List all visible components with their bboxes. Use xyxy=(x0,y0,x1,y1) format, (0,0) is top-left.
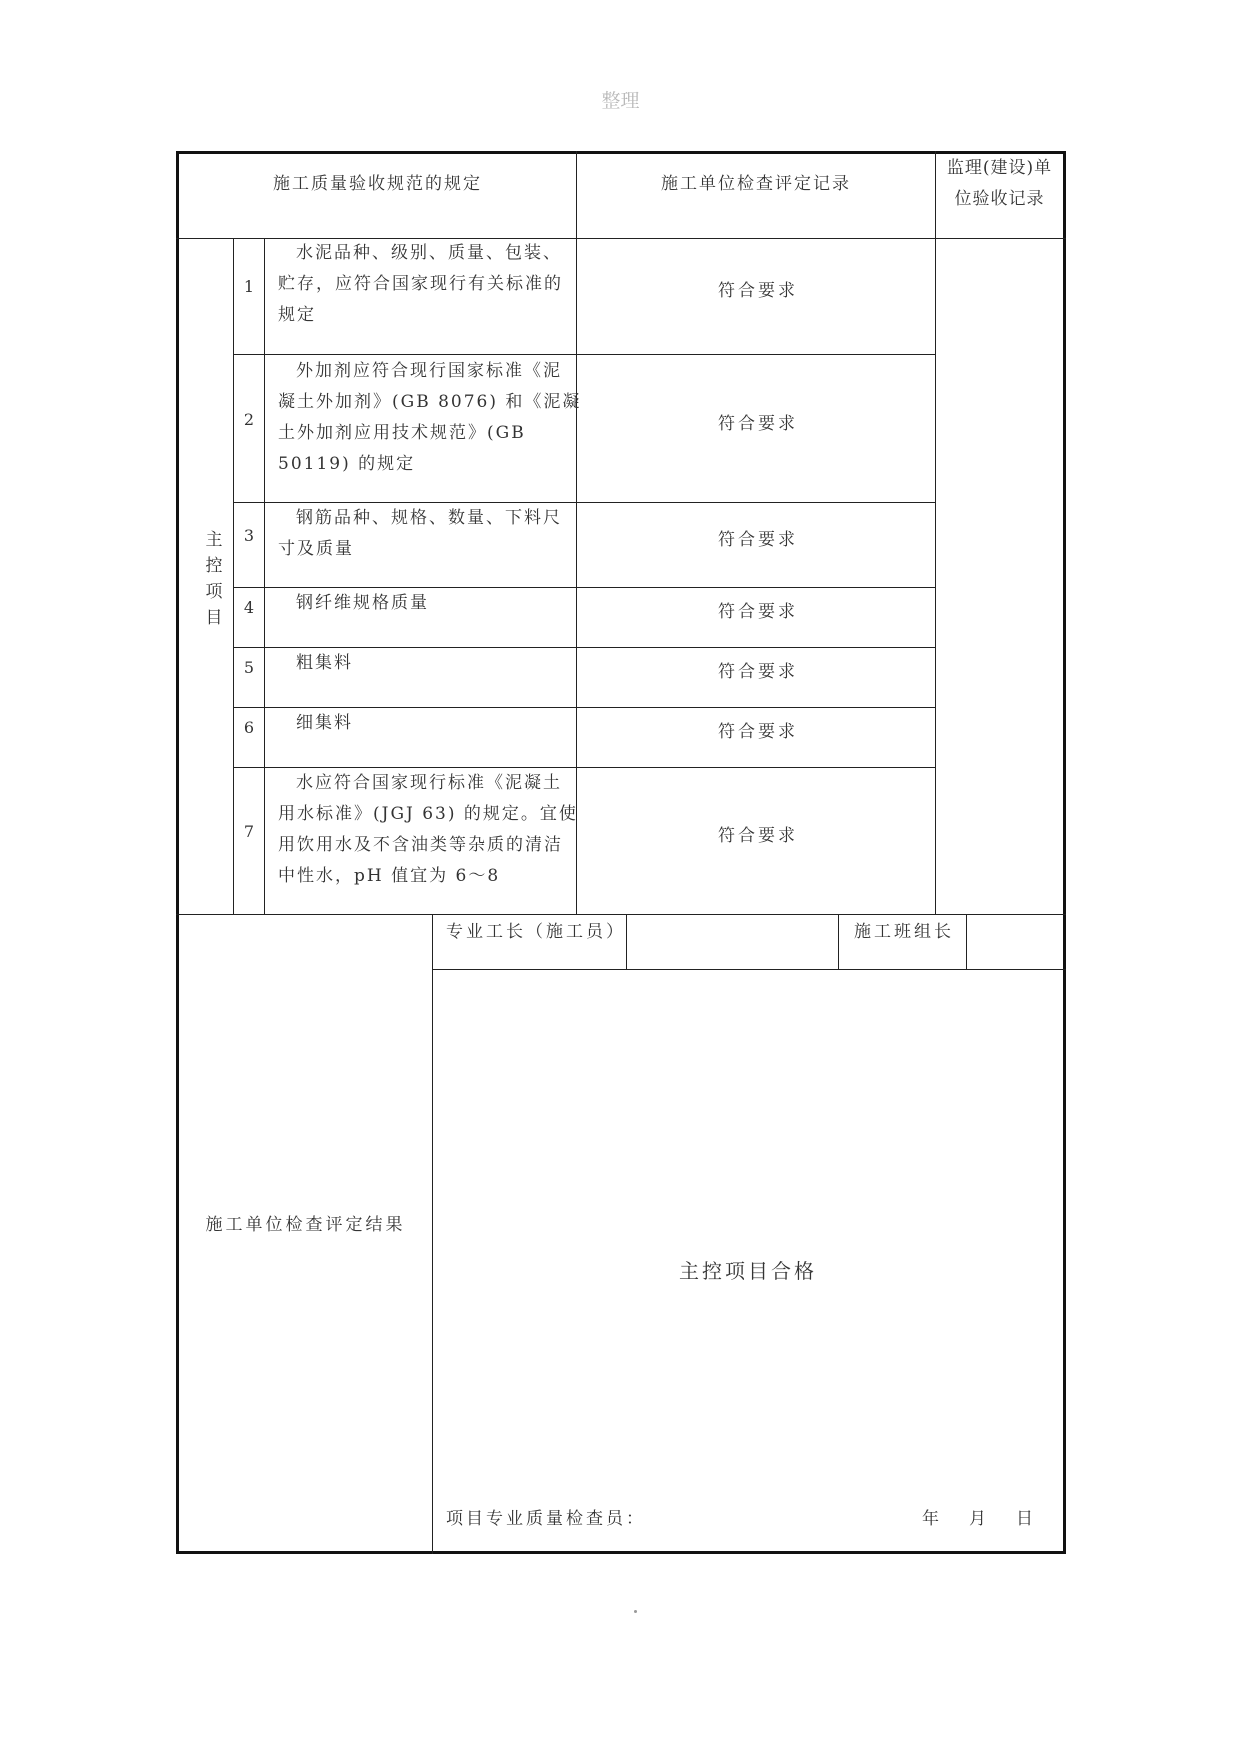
team-leader-label: 施工班组长 xyxy=(854,922,954,942)
spec-line: 规定 xyxy=(278,305,316,325)
row-number: 3 xyxy=(243,526,255,545)
spec-line: 细集料 xyxy=(296,713,353,733)
spec-line: 外加剂应符合现行国家标准《泥 xyxy=(296,361,562,381)
main-items-bottom-rule xyxy=(176,914,1066,915)
date-day: 日 xyxy=(1016,1509,1035,1529)
spec-line: 粗集料 xyxy=(296,653,353,673)
spec-line: 用水标准》(JGJ 63) 的规定。宜使 xyxy=(278,804,578,824)
signature-row-rule xyxy=(432,969,1066,970)
record-cell: 符合要求 xyxy=(718,414,798,434)
result-label-divider xyxy=(432,914,433,1554)
spec-line: 土外加剂应用技术规范》(GB xyxy=(278,423,526,443)
spec-line: 水应符合国家现行标准《泥凝土 xyxy=(296,773,562,793)
row-number: 4 xyxy=(243,598,255,617)
spec-line: 中性水，pH 值宜为 6～8 xyxy=(278,866,501,886)
row-number: 5 xyxy=(243,658,255,677)
spec-line: 贮存，应符合国家现行有关标准的 xyxy=(278,274,563,294)
record-cell: 符合要求 xyxy=(718,722,798,742)
spec-line: 钢纤维规格质量 xyxy=(296,593,429,613)
number-col-divider xyxy=(264,238,265,914)
row-number: 2 xyxy=(243,410,255,429)
record-cell: 符合要求 xyxy=(718,281,798,301)
result-label: 施工单位检查评定结果 xyxy=(205,1215,406,1235)
spec-line: 用饮用水及不含油类等杂质的清洁 xyxy=(278,835,563,855)
record-cell: 符合要求 xyxy=(718,826,798,846)
header-record: 施工单位检查评定记录 xyxy=(661,174,851,194)
category-label: 主控项目 xyxy=(205,530,223,628)
record-cell: 符合要求 xyxy=(718,662,798,682)
team-leader-value-divider xyxy=(966,914,967,969)
foreman-value-divider xyxy=(626,914,627,969)
spec-line: 水泥品种、级别、质量、包装、 xyxy=(296,243,562,263)
conclusion-text: 主控项目合格 xyxy=(679,1259,817,1283)
page-header: 整理 xyxy=(601,90,640,112)
category-col-divider xyxy=(233,238,234,914)
header-supervisor-line1: 监理(建设)单 xyxy=(946,158,1053,178)
spec-line: 50119) 的规定 xyxy=(278,454,416,474)
row-number: 6 xyxy=(243,718,255,737)
record-cell: 符合要求 xyxy=(718,530,798,550)
spec-line: 钢筋品种、规格、数量、下料尺 xyxy=(296,508,562,528)
header-spec: 施工质量验收规范的规定 xyxy=(273,174,482,194)
spec-line: 寸及质量 xyxy=(278,539,354,559)
date-year: 年 xyxy=(922,1509,941,1529)
header-supervisor-line2: 位验收记录 xyxy=(954,189,1045,209)
row-number: 7 xyxy=(243,822,255,841)
footer-dot xyxy=(634,1610,637,1613)
row-number: 1 xyxy=(243,277,255,296)
record-cell: 符合要求 xyxy=(718,602,798,622)
spec-line: 凝土外加剂》(GB 8076) 和《泥凝 xyxy=(278,392,582,412)
inspector-label: 项目专业质量检查员： xyxy=(446,1509,646,1529)
foreman-label: 专业工长（施工员） xyxy=(446,922,626,942)
team-leader-divider xyxy=(838,914,839,969)
row-rule xyxy=(234,354,935,355)
date-month: 月 xyxy=(969,1509,988,1529)
